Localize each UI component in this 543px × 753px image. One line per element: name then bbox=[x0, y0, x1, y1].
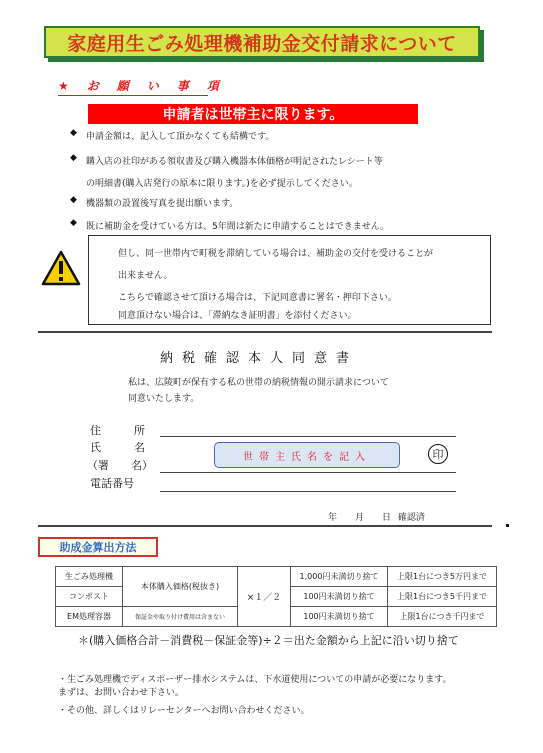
limit-cell: 上限1台につき5千円まで bbox=[388, 587, 497, 607]
bullet-text: 申請金額は、記入して頂かなくても結構です。 bbox=[86, 132, 275, 142]
type-cell: EM処理容器 bbox=[56, 607, 123, 627]
request-heading-underline bbox=[58, 95, 208, 96]
warning-line: 同意頂けない場合は、「滞納なき証明書」を添付ください。 bbox=[118, 311, 357, 321]
dot-mark bbox=[506, 524, 509, 527]
bullet-text: 既に補助金を受けている方は、5年間は新たに申請することはできません。 bbox=[86, 222, 390, 232]
request-heading: ★ お 願 い 事 項 bbox=[58, 79, 222, 93]
applicant-banner: 申請者は世帯主に限ります。 bbox=[88, 104, 418, 124]
type-cell: 生ごみ処理機 bbox=[56, 567, 123, 587]
phone-label: 電話番号 bbox=[90, 477, 134, 490]
confirmation-date: 年 月 日 確認済 bbox=[328, 513, 425, 523]
rounding-cell: 1,000円未満切り捨て bbox=[291, 567, 388, 587]
bullet-text: の明細書(購入店発行の原本に限ります。)を必ず提示してください。 bbox=[86, 179, 358, 189]
rounding-cell: 100円未満切り捨て bbox=[291, 587, 388, 607]
calc-heading: 助成金算出方法 bbox=[38, 537, 158, 557]
rounding-cell: 100円未満切り捨て bbox=[291, 607, 388, 627]
bullet-text: 機器類の設置後写真を提出願います。 bbox=[86, 199, 239, 209]
price-note-cell: 保証金や取り付け費用は含まない bbox=[123, 607, 238, 627]
price-cell: 本体購入価格(税抜き) bbox=[123, 567, 238, 607]
subsidy-table bbox=[55, 566, 497, 627]
householder-name-box[interactable]: 世帯主氏名を記入 bbox=[214, 442, 400, 468]
consent-title: 納税確認本人同意書 bbox=[160, 351, 359, 366]
bullet-text: 購入店の社印がある領収書及び購入機器本体価格が明記されたレシート等 bbox=[86, 157, 383, 167]
name-line bbox=[160, 472, 456, 473]
consent-body: 同意いたします。 bbox=[128, 394, 200, 404]
bullet-icon: ◆ bbox=[70, 218, 77, 228]
type-cell: コンポスト bbox=[56, 587, 123, 607]
warning-line: こちらで確認させて頂ける場合は、下記同意書に署名・押印下さい。 bbox=[118, 293, 397, 303]
warning-line: 出来ません。 bbox=[118, 271, 173, 281]
page-title: 家庭用生ごみ処理機補助金交付請求について bbox=[67, 32, 457, 55]
address-label: 住 所 bbox=[90, 424, 145, 437]
table-row bbox=[56, 567, 497, 587]
bullet-icon: ◆ bbox=[70, 153, 77, 163]
limit-cell: 上限1台につき5万円まで bbox=[388, 567, 497, 587]
divider bbox=[38, 525, 492, 527]
consent-body: 私は、広陵町が保有する私の世帯の納税情報の開示請求について bbox=[128, 378, 389, 388]
seal-mark: 印 bbox=[428, 444, 448, 464]
multiplier-cell: ×１／２ bbox=[238, 567, 291, 627]
page-title-box bbox=[44, 26, 480, 58]
address-line bbox=[160, 436, 456, 437]
limit-cell: 上限1台につき千円まで bbox=[388, 607, 497, 627]
divider bbox=[38, 331, 492, 333]
warning-line: 但し、同一世帯内で町税を滞納している場合は、補助金の交付を受けることが bbox=[118, 249, 434, 259]
phone-line bbox=[160, 491, 456, 492]
calc-formula: ＊(購入価格合計－消費税－保証金等)÷２＝出た金額から上記に沿い切り捨て bbox=[78, 634, 459, 647]
name-label: 氏 名 bbox=[90, 441, 145, 454]
warning-icon bbox=[41, 250, 81, 286]
note-text: まずは、お問い合わせ下さい。 bbox=[58, 688, 185, 698]
signature-label: （署 名） bbox=[87, 459, 153, 472]
bullet-icon: ◆ bbox=[70, 128, 77, 138]
note-text: ・その他、詳しくはリレーセンターへお問い合わせください。 bbox=[58, 706, 310, 716]
bullet-icon: ◆ bbox=[70, 195, 77, 205]
note-text: ・生ごみ処理機でディスポーザー排水システムは、下水道使用についての申請が必要になります。 bbox=[58, 675, 452, 685]
